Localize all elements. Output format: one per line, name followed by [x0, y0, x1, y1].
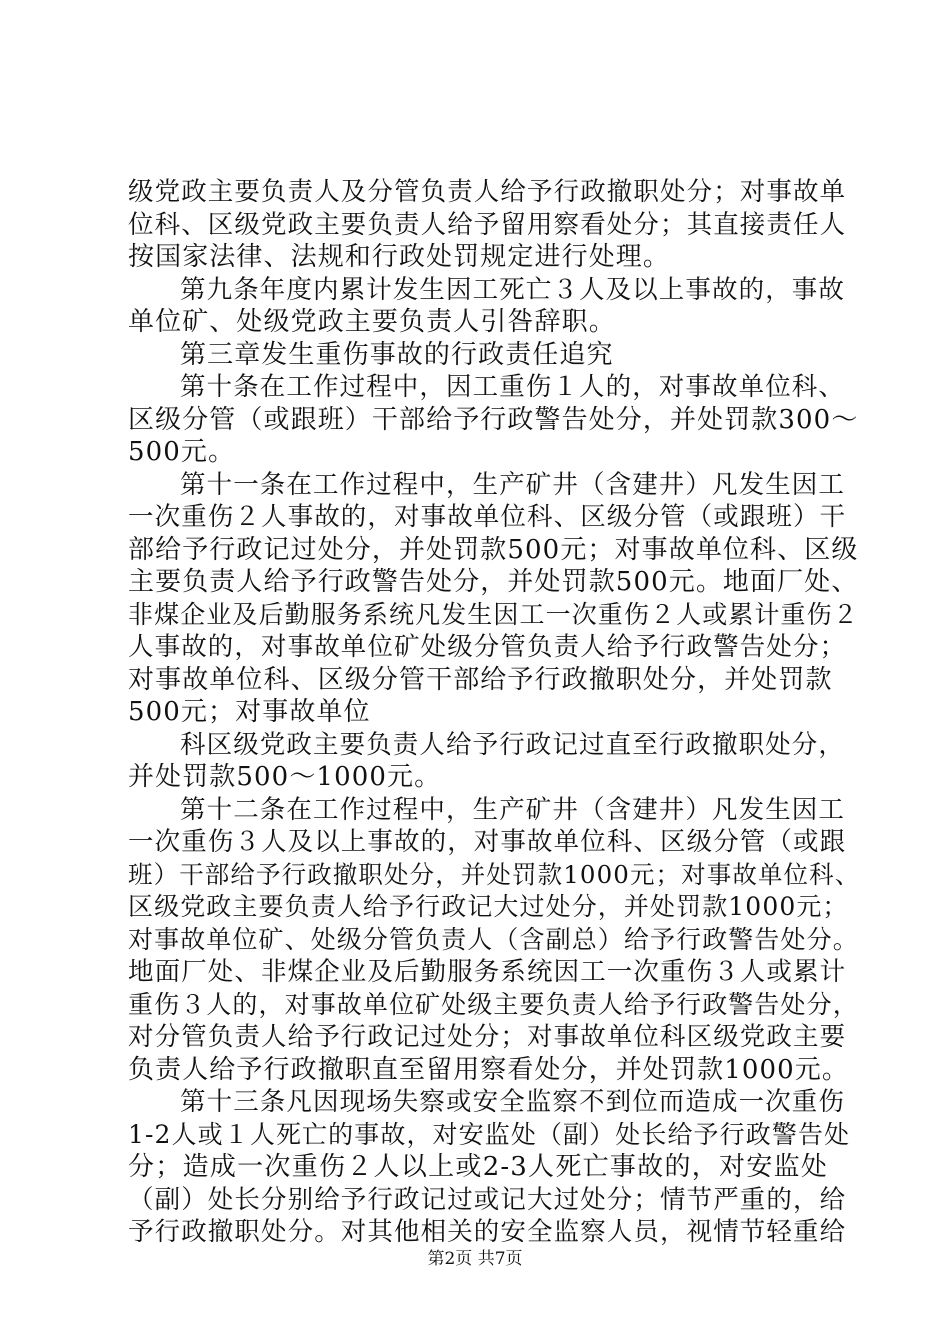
text-line: 级党政主要负责人及分管负责人给予行政撤职处分；对事故单: [128, 177, 847, 207]
text-line: 位科、区级党政主要负责人给予留用察看处分；其直接责任人: [128, 209, 847, 240]
text-line: 对分管负责人给予行政记过处分；对事故单位科区级党政主要: [128, 1022, 847, 1052]
text-line: 地面厂处、非煤企业及后勤服务系统因工一次重伤３人或累计: [128, 957, 847, 987]
document-body: [128, 176, 861, 1249]
text-line: 负责人给予行政撤职直至留用察看处分，并处罚款1000元。: [128, 1054, 849, 1085]
text-line: 一次重伤３人及以上事故的，对事故单位科、区级分管（或跟: [128, 827, 847, 857]
text-line: 分；造成一次重伤２人以上或2-3人死亡事故的，对安监处: [128, 1152, 828, 1182]
text-line: 重伤３人的，对事故单位矿处级主要负责人给予行政警告处分，: [128, 989, 859, 1019]
text-line: （副）处长分别给予行政记过或记大过处分；情节严重的，给: [128, 1184, 847, 1215]
text-line: 部给予行政记过处分，并处罚款500元；对事故单位科、区级: [128, 534, 859, 565]
text-line: 按国家法律、法规和行政处罚规定进行处理。: [128, 242, 671, 272]
text-line: 非煤企业及后勤服务系统凡发生因工一次重伤２人或累计重伤２: [128, 599, 859, 629]
text-line: 一次重伤２人事故的，对事故单位科、区级分管（或跟班）干: [128, 502, 847, 532]
text-line: 人事故的，对事故单位矿处级分管负责人给予行政警告处分；: [128, 632, 847, 662]
text-line: 第十条在工作过程中，因工重伤１人的，对事故单位科、: [180, 372, 846, 402]
text-line: 对事故单位矿、处级分管负责人（含副总）给予行政警告处分。: [128, 924, 859, 954]
text-line: 1-2人或１人死亡的事故，对安监处（副）处长给予行政警告处: [128, 1119, 851, 1149]
text-line: 第三章发生重伤事故的行政责任追究: [180, 339, 614, 370]
text-line: 区级党政主要负责人给予行政记大过处分，并处罚款1000元；: [128, 892, 849, 921]
text-line: 第十一条在工作过程中，生产矿井（含建井）凡发生因工: [180, 469, 846, 500]
text-line: 500元。: [128, 437, 236, 467]
page-footer: [0, 1244, 950, 1269]
text-line: 予行政撤职处分。对其他相关的安全监察人员，视情节轻重给: [128, 1217, 847, 1247]
text-line: 第十三条凡因现场失察或安全监察不到位而造成一次重伤: [180, 1087, 846, 1117]
text-line: 第十二条在工作过程中，生产矿井（含建井）凡发生因工: [180, 794, 846, 825]
page-number-label: 第2页 共7页: [427, 1249, 523, 1269]
text-line: 第九条年度内累计发生因工死亡３人及以上事故的，事故: [180, 274, 846, 305]
text-line: 并处罚款500～1000元。: [128, 762, 442, 792]
text-line: 500元；对事故单位: [128, 697, 371, 727]
text-line: 班）干部给予行政撤职处分，并处罚款1000元；对事故单位科、: [128, 859, 861, 889]
text-line: 科区级党政主要负责人给予行政记过直至行政撤职处分，: [180, 729, 846, 760]
text-line: 主要负责人给予行政警告处分，并处罚款500元。地面厂处、: [128, 567, 859, 597]
text-line: 区级分管（或跟班）干部给予行政警告处分，并处罚款300～: [128, 404, 859, 435]
text-line: 对事故单位科、区级分管干部给予行政撤职处分，并处罚款: [128, 664, 833, 695]
text-line: 单位矿、处级党政主要负责人引咎辞职。: [128, 307, 616, 337]
